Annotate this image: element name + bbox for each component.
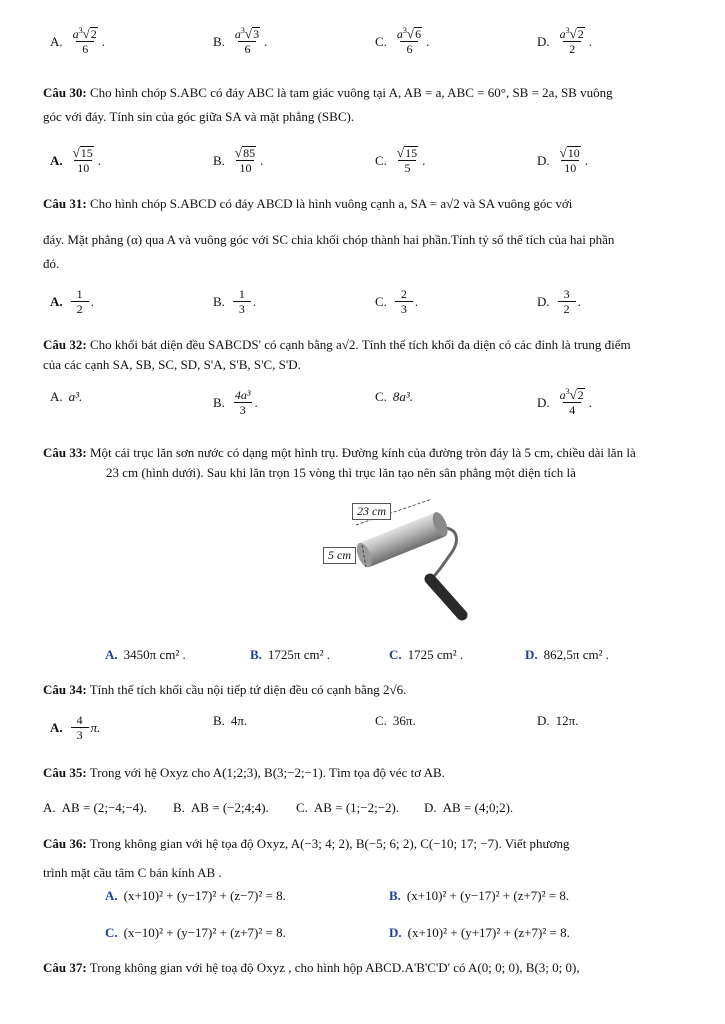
q29-option-c: C. $a^3$ √ 6 6 . <box>375 26 430 56</box>
q33-option-a: A. 3450π cm² . <box>105 647 186 662</box>
q30-text-line-2: góc với đáy. Tính sin của góc giữa SA và mặt phẳng (SBC). <box>43 109 355 124</box>
q33-text-line-1: Câu 33: Một cái trục lăn sơn nước có dạng một hình trụ. Đường kính của đường tròn đáy là 5 cm, chiều dài lăn là <box>43 445 636 460</box>
q29-option-b: B. $a^3$ √ 3 6 . <box>213 26 268 56</box>
q31-text-line-2: đáy. Mặt phẳng (α) qua A và vuông góc với SC chia khối chóp thành hai phần.Tính tỷ số thể tích của hai phần <box>43 232 615 247</box>
q35-option-d: D. AB = (4;0;2). <box>424 800 514 815</box>
q34-option-a: A. $\frac{4}{3}$ π. <box>50 713 101 742</box>
question-number: Câu 30: <box>43 85 87 100</box>
q32-option-d: D. $a^3$ √ 2 4 . <box>537 387 593 417</box>
q30-option-c: C. √ 15 5 . <box>375 145 426 175</box>
q35-option-c: C. AB = (1;−2;−2). <box>296 800 400 815</box>
q37-text-line-1: Câu 37: Trong không gian với hệ toạ độ Oxyz , cho hình hộp ABCD.A'B'C'D' có A(0; 0; 0), B(3; 0; 0), <box>43 960 580 975</box>
q31-text-line-1: Câu 31: Cho hình chóp S.ABCD có đáy ABCD là hình vuông cạnh a, SA = a√2 và SA vuông góc với <box>43 196 573 211</box>
q36-option-a: A. (x+10)² + (y−17)² + (z−7)² = 8. <box>105 888 286 903</box>
q33-option-b: B. 1725π cm² . <box>250 647 331 662</box>
q29-option-a: A. $a^3$ √ 2 6 . <box>50 26 106 56</box>
q33-text-line-2: 23 cm (hình dưới). Sau khi lăn trọn 15 vòng thì trục lăn tạo nên sân phẳng một diện tích là <box>106 465 576 480</box>
q33-option-d: D. 862,5π cm² . <box>525 647 609 662</box>
q35-option-b: B. AB = (−2;4;4). <box>173 800 269 815</box>
q35-option-a: A. AB = (2;−4;−4). <box>43 800 147 815</box>
q32-option-b: B. $\frac{\text{4a³}}{3}$ . <box>213 388 258 417</box>
q31-option-d: D. $\frac{3}{2}$ . <box>537 287 581 316</box>
q34-option-b: B. 4π. <box>213 713 248 728</box>
q30-option-b: B. √ 85 10 . <box>213 145 264 175</box>
q34-option-c: C. 36π. <box>375 713 416 728</box>
q31-option-a: A. $\frac{1}{2}$ . <box>50 287 94 316</box>
q36-text-line-1: Câu 36: Trong không gian với hệ tọa độ Oxyz, A(−3; 4; 2), B(−5; 6; 2), C(−10; 17; −7). Viết phương <box>43 836 570 851</box>
q32-text-line-2: của các cạnh SA, SB, SC, SD, S'A, S'B, S'C, S'D. <box>43 357 301 372</box>
q30-text-line-1: Câu 30: Cho hình chóp S.ABC có đáy ABC là tam giác vuông tại A, AB = a, ABC = 60°, SB = 2a, SB vuông <box>43 85 613 100</box>
q35-text-line-1: Câu 35: Trong với hệ Oxyz cho A(1;2;3), B(3;−2;−1). Tìm tọa độ véc tơ AB. <box>43 765 445 780</box>
q32-option-c: C. 8a³. <box>375 389 414 404</box>
q34-option-d: D. 12π. <box>537 713 579 728</box>
q36-option-d: D. (x+10)² + (y+17)² + (z+7)² = 8. <box>389 925 570 940</box>
paint-roller-figure <box>322 497 502 627</box>
fraction: $a^3$ √ 2 6 <box>72 26 97 56</box>
roller-cylinder <box>359 512 445 567</box>
q31-option-c: C. $\frac{2}{3}$ . <box>375 287 419 316</box>
roller-length-label: 23 cm <box>352 503 391 520</box>
option-label: A. <box>50 33 63 49</box>
q36-option-c: C. (x−10)² + (y−17)² + (z+7)² = 8. <box>105 925 286 940</box>
q36-option-b: B. (x+10)² + (y−17)² + (z+7)² = 8. <box>389 888 570 903</box>
q29-option-d: D. $a^3$ √ 2 2 . <box>537 26 593 56</box>
q31-text-line-3: đó. <box>43 256 60 271</box>
q30-option-d: D. √ 10 10 . <box>537 145 589 175</box>
q32-option-a: A. a³. <box>50 389 83 404</box>
q34-text-line-1: Câu 34: Tính thể tích khối cầu nội tiếp tứ diện đều có cạnh bằng 2√6. <box>43 682 407 697</box>
q33-option-c: C. 1725 cm² . <box>389 647 464 662</box>
q31-option-b: B. $\frac{1}{3}$ . <box>213 287 257 316</box>
q32-text-line-1: Câu 32: Cho khối bát diện đều SABCDS' có cạnh bằng a√2. Tính thể tích khối đa diện có các đỉnh là trung điểm <box>43 337 631 352</box>
q30-option-a: A. √ 15 10 . <box>50 145 102 175</box>
roller-diameter-label: 5 cm <box>323 547 356 564</box>
q36-text-line-2: trình mặt cầu tâm C bán kính AB . <box>43 865 222 880</box>
